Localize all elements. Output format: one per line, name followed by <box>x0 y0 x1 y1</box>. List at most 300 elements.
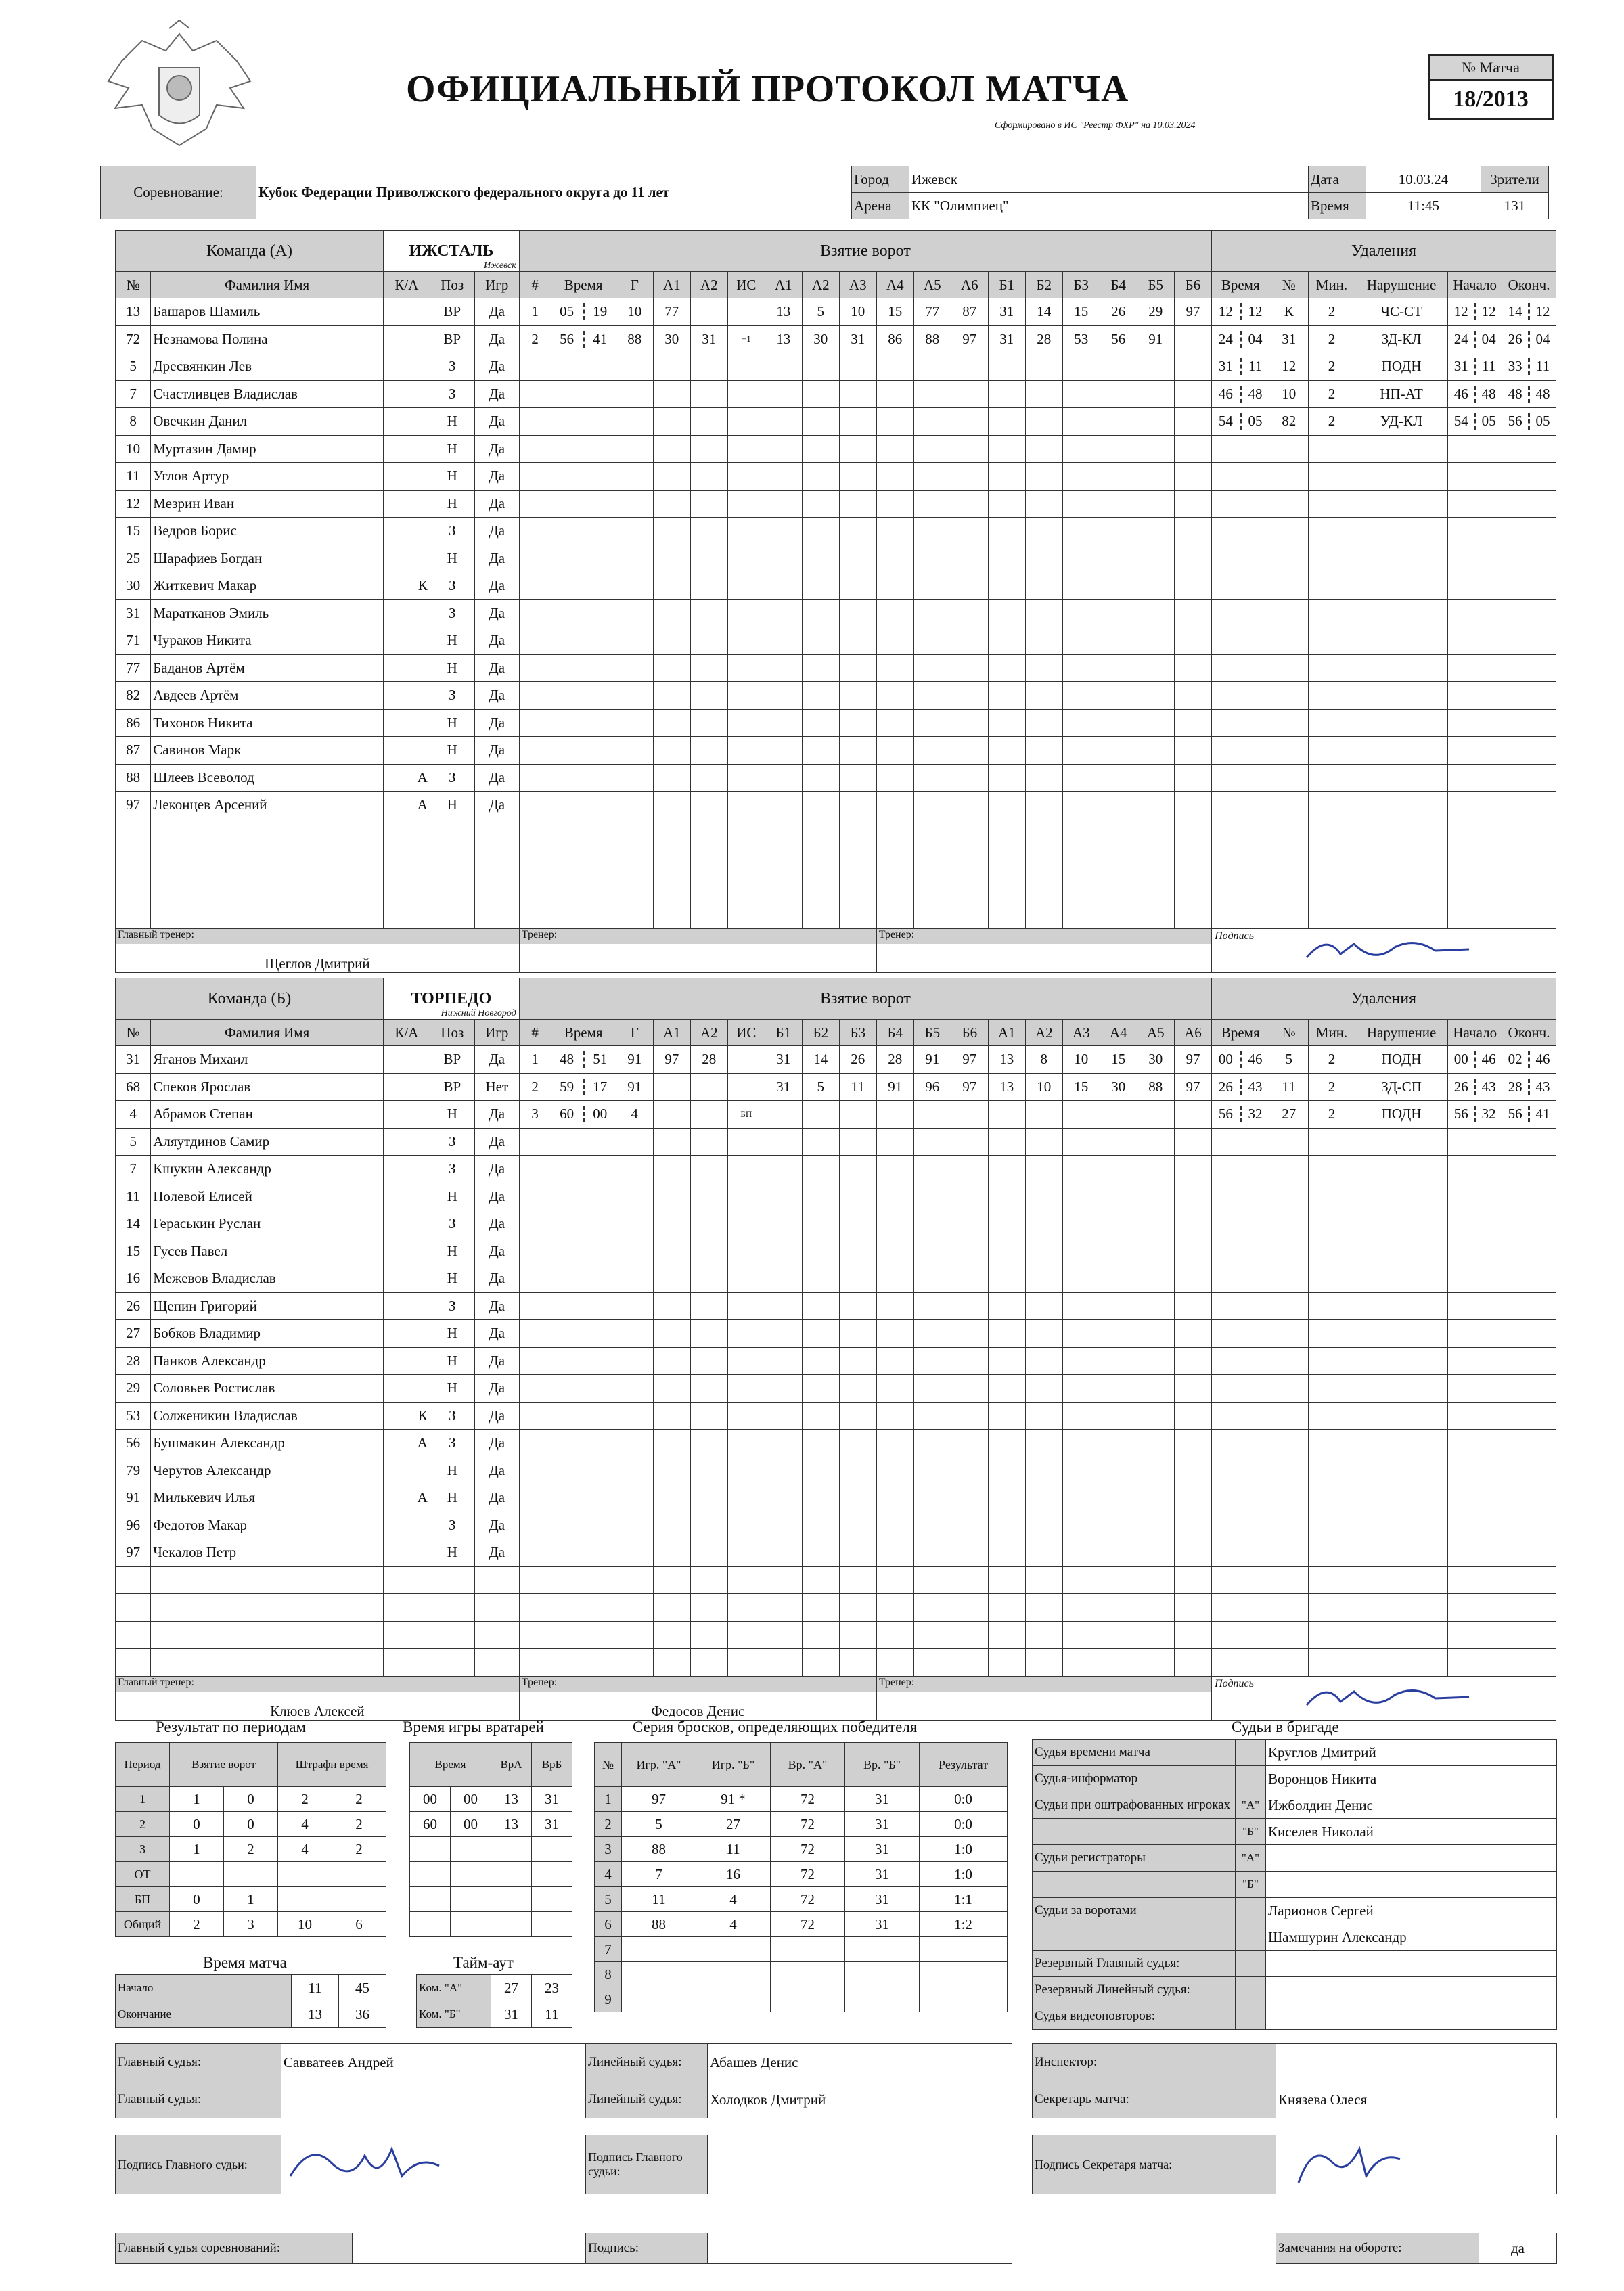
team_b-pen-violation <box>1355 1649 1448 1677</box>
team_b-row <box>116 1539 1556 1567</box>
team_a-head-coach-cell <box>116 928 520 972</box>
team_b-pen-end <box>1502 1210 1556 1238</box>
team_b-goal-cell: 91 <box>616 1046 653 1074</box>
team_a-goal-cell <box>1062 490 1100 518</box>
team_a-pen-violation <box>1355 463 1448 491</box>
period-value <box>278 1862 332 1887</box>
team_b-goal-cell <box>653 1101 690 1129</box>
shootout-value: 72 <box>771 1812 845 1837</box>
team_b-goal-cell <box>690 1320 727 1348</box>
team_a-pen-violation <box>1355 572 1448 600</box>
team_a-player-ka <box>384 599 430 627</box>
team_b-goal-cell <box>616 1292 653 1320</box>
team_b-pen-start <box>1448 1101 1502 1129</box>
team_b-player-number: 15 <box>116 1238 151 1265</box>
team_a-pen-end <box>1502 325 1556 353</box>
team_a-pen-time <box>1212 682 1269 710</box>
team_a-goal-cell <box>1100 682 1137 710</box>
team_b-goal-no <box>519 1210 551 1238</box>
team_a-col-ka: К/А <box>384 272 430 298</box>
team_a-goal-cell <box>839 901 876 929</box>
team_a-goal-cell <box>802 764 839 792</box>
team_a-goal-time <box>551 599 616 627</box>
team_a-pen-min-t: 31 <box>1212 358 1242 375</box>
team_b-goal-cell: 91 <box>914 1046 951 1074</box>
team_b-goal-cell <box>1025 1265 1062 1293</box>
shootout-value <box>920 1962 1008 1987</box>
team_a-goal-cell <box>988 572 1025 600</box>
team_a-coach2-label: Тренер: <box>877 929 1211 944</box>
team_a-player-number <box>116 819 151 846</box>
team_b-pen-start <box>1448 1649 1502 1677</box>
team_b-goal-time <box>551 1512 616 1539</box>
team_b-pen-time-part: 32 <box>1481 1106 1496 1122</box>
team_b-goal-cell <box>876 1402 914 1430</box>
period-name: ОТ <box>116 1862 170 1887</box>
team_a-name: ИЖСТАЛЬ <box>409 242 494 260</box>
team_b-goal-cell <box>1100 1292 1137 1320</box>
team_a-goal-cell <box>876 380 914 408</box>
team_a-pen-start <box>1448 846 1502 874</box>
team_a-goal-cell <box>765 435 802 463</box>
team_b-player-igr: Да <box>474 1430 519 1457</box>
team_a-pen-player <box>1269 792 1309 819</box>
team_a-col-a2: А2 <box>690 272 727 298</box>
team_b-pen-minutes <box>1309 1594 1355 1622</box>
team_b-goal-cell <box>727 1156 765 1183</box>
team_b-player-igr: Да <box>474 1402 519 1430</box>
team_b-player-name: Кшукин Александр <box>151 1156 384 1183</box>
team_a-goal-cell <box>765 654 802 682</box>
team_a-player-ka <box>384 518 430 545</box>
team_a-col-name: Фамилия Имя <box>151 272 384 298</box>
team_a-goal-time <box>551 572 616 600</box>
team_a-pen-violation <box>1355 819 1448 846</box>
team_a-pen-player: 12 <box>1269 353 1309 381</box>
competition-name: Кубок Федерации Приволжского федерального округа до 11 лет <box>256 166 852 219</box>
shootout-value <box>771 1962 845 1987</box>
team_b-goal-cell <box>1062 1292 1100 1320</box>
team_b-goal-cell <box>765 1512 802 1539</box>
team_b-goal-cell <box>876 1265 914 1293</box>
team_a-goal-cell <box>1062 901 1100 929</box>
match-time-table <box>115 1974 386 2028</box>
team_b-goal-cell <box>802 1292 839 1320</box>
timeout-table <box>416 1974 572 2028</box>
team_a-pen-minutes <box>1309 874 1355 901</box>
team_b-goal-cell <box>1174 1621 1211 1649</box>
team_b-goal-cell <box>690 1594 727 1622</box>
team_a-pen-player <box>1269 682 1309 710</box>
team_a-goal-cell <box>1137 874 1174 901</box>
team_a-pen-time <box>1212 599 1269 627</box>
team_b-goal-cell <box>616 1566 653 1594</box>
team_a-goal-cell <box>1174 627 1211 655</box>
team_a-player-name: Углов Артур <box>151 463 384 491</box>
team_a-goal-cell <box>914 463 951 491</box>
team_a-goal-cell <box>765 380 802 408</box>
team_b-head-coach-cell <box>116 1676 520 1720</box>
team_b-pen-player <box>1269 1566 1309 1594</box>
team_b-pen-end <box>1502 1484 1556 1512</box>
team_a-goal-cell <box>727 518 765 545</box>
team_a-goal-cell <box>839 846 876 874</box>
inspector-label: Инспектор: <box>1033 2044 1276 2081</box>
team_a-pen-time <box>1212 545 1269 572</box>
team_a-goal-cell <box>802 874 839 901</box>
team_b-goal-cell <box>876 1566 914 1594</box>
team_a-goal-cell <box>727 901 765 929</box>
team_b-goal-cell <box>951 1292 988 1320</box>
team_b-pen-violation <box>1355 1375 1448 1403</box>
team_b-player-igr <box>474 1621 519 1649</box>
team_b-goal-cell <box>690 1347 727 1375</box>
shootout-value: 4 <box>696 1887 771 1912</box>
team_a-goal-cell <box>876 545 914 572</box>
team_a-coach2-cell <box>876 928 1211 972</box>
team_b-goal-sec: 00 <box>593 1106 608 1122</box>
team_a-goal-time <box>551 901 616 929</box>
team_b-pen-violation <box>1355 1128 1448 1156</box>
team_b-goal-cell <box>690 1156 727 1183</box>
team_b-goal-time <box>551 1128 616 1156</box>
team_b-player-igr: Нет <box>474 1073 519 1101</box>
team_b-pen-player <box>1269 1320 1309 1348</box>
team_a-goal-cell: 31 <box>839 325 876 353</box>
team_a-goal-cell <box>653 572 690 600</box>
team_b-goal-cell <box>1062 1539 1100 1567</box>
team_a-player-name: Счастливцев Владислав <box>151 380 384 408</box>
team_b-goal-cell <box>1025 1512 1062 1539</box>
team_b-player-igr: Да <box>474 1375 519 1403</box>
team_a-goal-cell <box>802 518 839 545</box>
team_b-goal-cell <box>1174 1649 1211 1677</box>
team_b-player-igr: Да <box>474 1292 519 1320</box>
team_a-goal-cell <box>690 408 727 436</box>
team_a-pen-min-t: 54 <box>1212 413 1242 430</box>
team_a-pen-player <box>1269 599 1309 627</box>
team_b-col-first-onice: Б1 <box>765 1020 802 1046</box>
team_a-goal-cell <box>1174 353 1211 381</box>
team_a-col-no: № <box>116 272 151 298</box>
team_b-row <box>116 1512 1556 1539</box>
team_a-goal-cell <box>951 463 988 491</box>
team_b-goal-cell <box>988 1210 1025 1238</box>
team_b-goal-cell <box>1174 1210 1211 1238</box>
team_b-goal-cell: 4 <box>616 1101 653 1129</box>
team_b-player-igr: Да <box>474 1320 519 1348</box>
timeout-b-label: Ком. "Б" <box>417 2001 491 2028</box>
team_b-pen-minutes <box>1309 1265 1355 1293</box>
team_b-goal-cell <box>1062 1128 1100 1156</box>
team_a-goal-time <box>551 298 616 326</box>
team_a-pen-violation <box>1355 846 1448 874</box>
team_a-goal-cell <box>653 463 690 491</box>
goalie-value <box>451 1862 491 1887</box>
shootout-row <box>595 1862 1008 1887</box>
team_b-goal-no <box>519 1156 551 1183</box>
team_a-goal-cell <box>1025 627 1062 655</box>
team_b-pen-end <box>1502 1183 1556 1210</box>
team_b-goal-cell <box>727 1292 765 1320</box>
goalie-value: 00 <box>451 1812 491 1837</box>
team_a-goal-cell <box>876 353 914 381</box>
team_b-goal-cell <box>690 1566 727 1594</box>
inspector-table <box>1032 2043 1557 2118</box>
team_b-player-number <box>116 1594 151 1622</box>
team_a-player-pos: Н <box>430 408 474 436</box>
shootout-value <box>845 1962 920 1987</box>
team_b-player-name: Солженикин Владислав <box>151 1402 384 1430</box>
team_b-player-igr: Да <box>474 1210 519 1238</box>
team_b-pen-time <box>1212 1621 1269 1649</box>
team_a-goal-cell <box>914 846 951 874</box>
team_b-goal-cell <box>1174 1320 1211 1348</box>
team_b-goal-time <box>551 1375 616 1403</box>
team_a-goal-cell <box>914 518 951 545</box>
team_a-goal-time <box>551 709 616 737</box>
team_b-goal-cell <box>727 1566 765 1594</box>
team_a-goal-cell <box>876 572 914 600</box>
team_a-signature-cell <box>1212 928 1556 972</box>
team_b-goal-cell <box>951 1183 988 1210</box>
team_b-pen-end <box>1502 1347 1556 1375</box>
team_a-goal-cell <box>727 709 765 737</box>
period-row <box>116 1837 386 1862</box>
goalie-time-header: Время <box>410 1743 491 1787</box>
shootout-value: 11 <box>696 1837 771 1862</box>
team_a-row <box>116 572 1556 600</box>
team_a-goal-cell <box>988 518 1025 545</box>
team_a-pen-start <box>1448 819 1502 846</box>
team_b-goal-cell <box>653 1292 690 1320</box>
team_b-player-number: 53 <box>116 1402 151 1430</box>
team_a-pen-player <box>1269 846 1309 874</box>
team_b-goal-cell <box>765 1621 802 1649</box>
shootout-value <box>622 1962 696 1987</box>
goalie-value: 31 <box>532 1787 572 1812</box>
team_b-pen-sec-t: 43 <box>1248 1078 1263 1095</box>
team_a-goal-cell <box>1062 792 1100 819</box>
team_a-goal-cell <box>876 737 914 765</box>
team_b-goal-cell <box>765 1320 802 1348</box>
team_a-player-pos <box>430 901 474 929</box>
team_b-player-name: Щепин Григорий <box>151 1292 384 1320</box>
team_a-goal-cell <box>616 874 653 901</box>
team_b-player-number: 14 <box>116 1210 151 1238</box>
team_a-player-pos: З <box>430 764 474 792</box>
team_b-row <box>116 1566 1556 1594</box>
goalies-title: Время игры вратарей <box>403 1719 544 1736</box>
team_b-player-ka: А <box>384 1484 430 1512</box>
goalie-row <box>410 1862 572 1887</box>
team_b-goal-cell <box>988 1621 1025 1649</box>
team_b-pen-time <box>1212 1265 1269 1293</box>
team_b-goal-cell <box>839 1539 876 1567</box>
team_b-goal-no <box>519 1183 551 1210</box>
team_a-goal-cell <box>876 792 914 819</box>
brigade-title: Судьи в бригаде <box>1232 1719 1339 1736</box>
team_b-goal-cell <box>1137 1156 1174 1183</box>
period-value: 10 <box>278 1912 332 1937</box>
team_b-goal-cell <box>1062 1320 1100 1348</box>
team_b-goal-cell: 97 <box>951 1046 988 1074</box>
team_a-pen-time-part: 56 <box>1502 413 1530 430</box>
team_a-player-number: 25 <box>116 545 151 572</box>
team_a-player-number: 12 <box>116 490 151 518</box>
team_b-pen-violation: ПОДН <box>1355 1046 1448 1074</box>
team_b-player-name: Панков Александр <box>151 1347 384 1375</box>
team_a-goal-cell <box>616 463 653 491</box>
team_a-player-ka <box>384 380 430 408</box>
team_a-goal-cell <box>1174 380 1211 408</box>
team_a-goal-cell <box>839 353 876 381</box>
team_a-player-name: Маратканов Эмиль <box>151 599 384 627</box>
period-value: 2 <box>278 1787 332 1812</box>
team_a-player-number: 10 <box>116 435 151 463</box>
team_b-goal-cell <box>653 1594 690 1622</box>
team_b-pen-minutes <box>1309 1238 1355 1265</box>
team_a-col-pos: Поз <box>430 272 474 298</box>
team_b-goal-no <box>519 1566 551 1594</box>
date-label: Дата <box>1309 166 1366 193</box>
team_a-goal-cell <box>802 792 839 819</box>
team_a-goal-cell <box>839 682 876 710</box>
team_a-goal-cell <box>765 846 802 874</box>
team_b-goal-cell <box>839 1649 876 1677</box>
team_a-row <box>116 490 1556 518</box>
period-value: 2 <box>170 1912 224 1937</box>
brigade-role: Резервный Линейный судья: <box>1033 1977 1236 2003</box>
team_a-player-number: 97 <box>116 792 151 819</box>
team_a-pen-end <box>1502 408 1556 436</box>
team_b-goal-no <box>519 1375 551 1403</box>
team_b-goal-cell <box>988 1402 1025 1430</box>
team_b-goal-cell <box>914 1512 951 1539</box>
team_b-goal-cell <box>653 1265 690 1293</box>
team_a-player-pos: Н <box>430 737 474 765</box>
team_b-goal-cell <box>765 1375 802 1403</box>
team_a-pen-violation <box>1355 599 1448 627</box>
team_a-col-first-onice: А2 <box>802 272 839 298</box>
remarks-table <box>1276 2233 1557 2264</box>
team_b-row <box>116 1402 1556 1430</box>
team_a-row <box>116 599 1556 627</box>
team_a-goal-cell <box>988 846 1025 874</box>
team_a-goal-cell <box>876 599 914 627</box>
team_b-goal-cell <box>1174 1347 1211 1375</box>
brigade-row <box>1033 1766 1557 1792</box>
team_b-goal-cell <box>988 1265 1025 1293</box>
team_b-goal-min: 60 <box>551 1106 585 1122</box>
team_a-goal-cell <box>616 408 653 436</box>
team_b-goal-cell <box>727 1621 765 1649</box>
team_b-goal-cell: 30 <box>1100 1073 1137 1101</box>
team_b-goal-cell <box>951 1101 988 1129</box>
team_b-goal-cell: 10 <box>1025 1073 1062 1101</box>
team_a-signature-label: Подпись <box>1215 930 1254 942</box>
shootout-no: 5 <box>595 1887 622 1912</box>
team_a-pen-player <box>1269 737 1309 765</box>
team_a-goal-cell <box>690 572 727 600</box>
team_b-goal-cell <box>653 1621 690 1649</box>
team_a-goal-cell <box>876 846 914 874</box>
team_a-player-pos: Н <box>430 792 474 819</box>
team_b-goal-cell: 14 <box>802 1046 839 1074</box>
team_a-goal-no: 2 <box>519 325 551 353</box>
team_b-goal-cell <box>876 1101 914 1129</box>
team_b-player-name: Милькевич Илья <box>151 1484 384 1512</box>
team_a-goal-cell <box>1137 737 1174 765</box>
team_a-goal-cell <box>988 737 1025 765</box>
team_b-goal-cell <box>1174 1101 1211 1129</box>
secretary-sign-label: Подпись Секретаря матча: <box>1033 2135 1276 2194</box>
team_b-player-igr <box>474 1594 519 1622</box>
remarks-label: Замечания на обороте: <box>1276 2233 1479 2264</box>
brigade-name: Круглов Дмитрий <box>1266 1740 1557 1766</box>
team_a-pen-violation <box>1355 682 1448 710</box>
team_b-row <box>116 1156 1556 1183</box>
team_b-player-number: 56 <box>116 1430 151 1457</box>
shootout-value <box>771 1937 845 1962</box>
team_a-goal-cell <box>1062 380 1100 408</box>
shootout-title: Серия бросков, определяющих победителя <box>633 1719 918 1736</box>
team_b-goal-cell <box>1100 1238 1137 1265</box>
team_a-pen-min-t: 46 <box>1212 386 1242 403</box>
team_a-pen-time <box>1212 518 1269 545</box>
team_b-goal-cell <box>951 1621 988 1649</box>
team_a-pen-violation: ЗД-КЛ <box>1355 325 1448 353</box>
team_a-goal-time <box>551 874 616 901</box>
team_b-goal-cell: 30 <box>1137 1046 1174 1074</box>
team_b-goal-cell <box>1174 1183 1211 1210</box>
linesman-label: Линейный судья: <box>586 2044 708 2081</box>
team_b-goal-cell <box>802 1566 839 1594</box>
team_a-goal-no <box>519 627 551 655</box>
team_a-pen-time <box>1212 846 1269 874</box>
team_b-goal-cell <box>616 1375 653 1403</box>
team_b-player-igr: Да <box>474 1512 519 1539</box>
brigade-team <box>1236 2003 1266 2030</box>
team_b-pen-violation <box>1355 1238 1448 1265</box>
team_b-row <box>116 1101 1556 1129</box>
team_b-player-igr <box>474 1566 519 1594</box>
team_a-player-name <box>151 874 384 901</box>
team_b-pen-player <box>1269 1156 1309 1183</box>
team_a-coach1-label: Тренер: <box>520 929 876 944</box>
shootout-value: 11 <box>622 1887 696 1912</box>
team_a-player-pos: Н <box>430 545 474 572</box>
team_a-goal-cell <box>727 764 765 792</box>
team_a-pen-minutes <box>1309 709 1355 737</box>
team_b-goal-cell <box>616 1621 653 1649</box>
team_b-coach-signature-mark <box>1293 1678 1496 1719</box>
team_b-pen-sec-t: 32 <box>1248 1106 1263 1122</box>
team_b-pen-minutes <box>1309 1128 1355 1156</box>
team_b-goal-cell <box>727 1375 765 1403</box>
team_a-player-pos: ВР <box>430 298 474 326</box>
team_a-row <box>116 627 1556 655</box>
goalie-value <box>491 1862 532 1887</box>
period-value: 0 <box>170 1812 224 1837</box>
shootout-no: 9 <box>595 1987 622 2012</box>
team_a-goal-cell <box>765 737 802 765</box>
team_b-player-name <box>151 1649 384 1677</box>
team_b-goal-cell <box>951 1594 988 1622</box>
team_b-goal-cell <box>1174 1566 1211 1594</box>
team_a-penalties-title: Удаления <box>1212 231 1556 272</box>
shootout-col-header: Результат <box>920 1743 1008 1787</box>
